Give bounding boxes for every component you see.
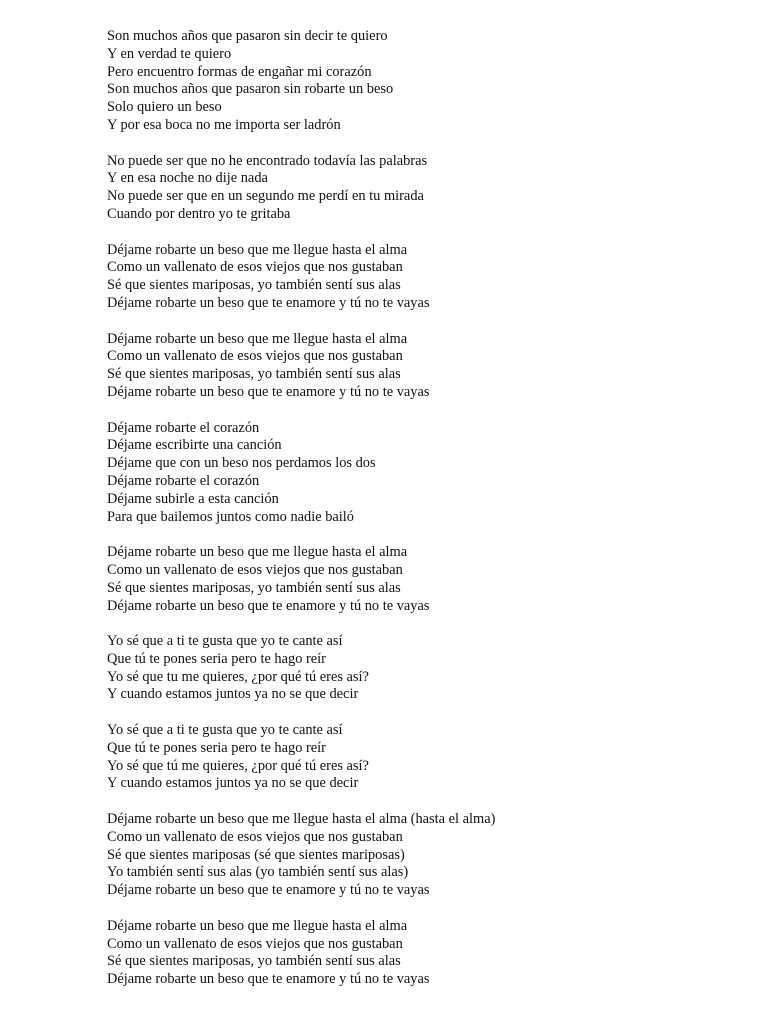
lyric-line: Déjame robarte el corazón (107, 472, 260, 489)
lyric-line: Sé que sientes mariposas, yo también sentí sus alas (107, 953, 401, 970)
lyric-line: Y cuando estamos juntos ya no se que decir (107, 686, 359, 703)
lyric-line: Que tú te pones seria pero te hago reír (107, 739, 326, 756)
lyric-line: Déjame subirle a esta canción (107, 490, 279, 507)
lyric-line: Déjame robarte un beso que me llegue hasta el alma (107, 241, 408, 258)
lyric-line: Y en verdad te quiero (107, 45, 232, 62)
lyric-line: No puede ser que en un segundo me perdí en tu mirada (107, 188, 424, 205)
stanza (107, 331, 747, 402)
lyric-line: Déjame robarte un beso que te enamore y tú no te vayas (107, 597, 430, 614)
lyrics-page (107, 28, 747, 1007)
stanza (107, 811, 747, 900)
lyric-line: Yo sé que a ti te gusta que yo te cante así (107, 722, 343, 739)
lyric-line: Y cuando estamos juntos ya no se que decir (107, 775, 359, 792)
lyric-line: Cuando por dentro yo te gritaba (107, 205, 291, 222)
lyric-line: Son muchos años que pasaron sin decir te quiero (107, 28, 388, 44)
lyric-line: Yo también sentí sus alas (yo también sentí sus alas) (107, 864, 409, 881)
lyric-line: Como un vallenato de esos viejos que nos gustaban (107, 828, 403, 845)
lyric-line: Solo quiero un beso (107, 99, 222, 116)
lyric-line: Déjame escribirte una canción (107, 437, 282, 454)
lyric-line: Yo sé que a ti te gusta que yo te cante así (107, 633, 343, 650)
lyric-line: Déjame robarte el corazón (107, 419, 260, 436)
lyric-line: Sé que sientes mariposas, yo también sentí sus alas (107, 277, 401, 294)
lyric-line: Déjame robarte un beso que me llegue hasta el alma (107, 330, 408, 347)
lyric-line: Como un vallenato de esos viejos que nos gustaban (107, 348, 403, 365)
stanza (107, 420, 747, 527)
lyric-line: Yo sé que tu me quieres, ¿por qué tú eres así? (107, 668, 369, 685)
lyric-line: Y en esa noche no dije nada (107, 170, 268, 187)
lyric-line: Como un vallenato de esos viejos que nos gustaban (107, 259, 403, 276)
lyric-line: Que tú te pones seria pero te hago reír (107, 650, 326, 667)
stanza (107, 918, 747, 989)
stanza (107, 544, 747, 615)
lyric-line: Déjame robarte un beso que te enamore y tú no te vayas (107, 882, 430, 899)
lyric-line: Como un vallenato de esos viejos que nos gustaban (107, 935, 403, 952)
lyric-line: Déjame robarte un beso que te enamore y tú no te vayas (107, 294, 430, 311)
lyric-line: Sé que sientes mariposas (sé que sientes mariposas) (107, 846, 405, 863)
stanza (107, 28, 747, 135)
lyric-line: Y por esa boca no me importa ser ladrón (107, 116, 341, 133)
lyric-line: Para que bailemos juntos como nadie bailó (107, 508, 354, 525)
lyric-line: Déjame robarte un beso que me llegue hasta el alma (hasta el alma) (107, 811, 496, 828)
lyric-line: Como un vallenato de esos viejos que nos gustaban (107, 561, 403, 578)
stanza (107, 633, 747, 704)
lyric-line: Déjame robarte un beso que me llegue hasta el alma (107, 917, 408, 934)
lyrics-body (107, 28, 747, 989)
stanza (107, 722, 747, 793)
stanza (107, 153, 747, 224)
lyric-line: Yo sé que tú me quieres, ¿por qué tú eres así? (107, 757, 369, 774)
stanza (107, 242, 747, 313)
lyric-line: Déjame que con un beso nos perdamos los dos (107, 455, 376, 472)
lyric-line: Déjame robarte un beso que te enamore y tú no te vayas (107, 383, 430, 400)
lyric-line: Pero encuentro formas de engañar mi corazón (107, 63, 372, 80)
lyric-line: Sé que sientes mariposas, yo también sentí sus alas (107, 366, 401, 383)
lyric-line: Déjame robarte un beso que me llegue hasta el alma (107, 544, 408, 561)
lyric-line: Son muchos años que pasaron sin robarte un beso (107, 81, 394, 98)
lyric-line: No puede ser que no he encontrado todavía las palabras (107, 152, 428, 169)
lyric-line: Déjame robarte un beso que te enamore y tú no te vayas (107, 971, 430, 988)
lyric-line: Sé que sientes mariposas, yo también sentí sus alas (107, 579, 401, 596)
